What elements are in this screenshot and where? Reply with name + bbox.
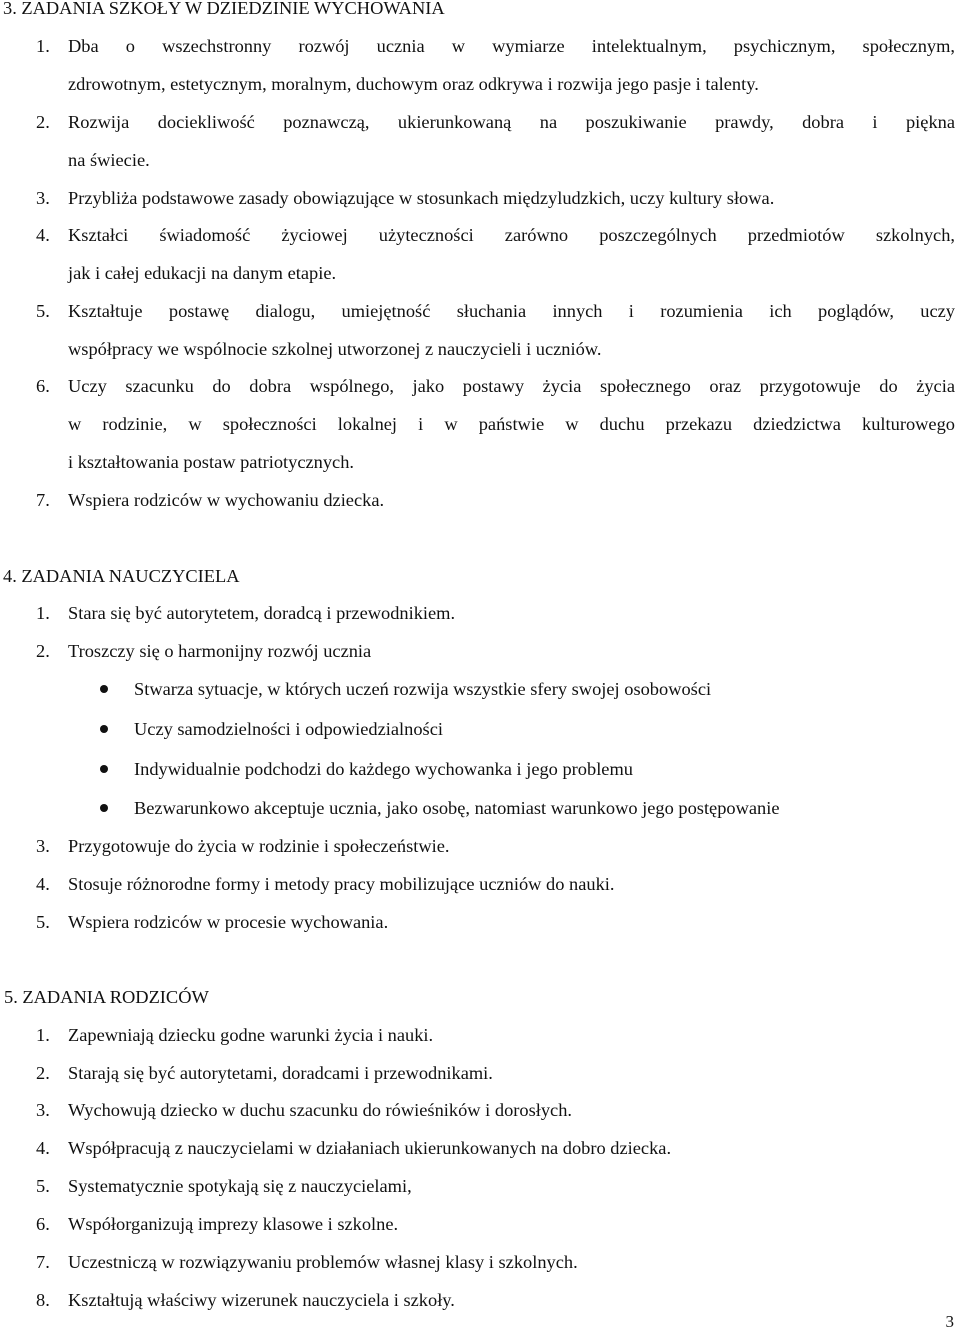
item-text: Troszczy się o harmonijny rozwój ucznia xyxy=(68,641,372,661)
item-number: 4. xyxy=(36,1138,50,1158)
bullet-icon xyxy=(100,804,108,812)
item-number: 8. xyxy=(36,1290,50,1310)
item-text: Stara się być autorytetem, doradcą i przewodnikiem. xyxy=(68,603,456,623)
bullet-text: Indywidualnie podchodzi do każdego wychowanka i jego problemu xyxy=(134,759,633,779)
page-number: 3 xyxy=(945,1312,954,1331)
item-number: 1. xyxy=(36,603,50,623)
item-text: Przygotowuje do życia w rodzinie i społeczeństwie. xyxy=(68,836,450,856)
item-line: Dba o wszechstronny rozwój ucznia w wymiarze intelektualnym, psychicznym, społecznym, xyxy=(68,36,955,56)
item-line: Rozwija dociekliwość poznawczą, ukierunkowaną na poszukiwanie prawdy, dobra i piękna xyxy=(68,112,955,132)
item-number: 4. xyxy=(36,225,50,245)
item-text: Uczestniczą w rozwiązywaniu problemów własnej klasy i szkolnych. xyxy=(68,1252,578,1272)
bullet-icon xyxy=(100,685,108,693)
section-3-heading: 3. ZADANIA SZKOŁY W DZIEDZINIE WYCHOWANIA xyxy=(3,0,445,18)
item-text: Systematycznie spotykają się z nauczycielami, xyxy=(68,1176,412,1196)
item-number: 4. xyxy=(36,874,50,894)
item-line: Kształci świadomość życiowej użyteczności zarówno poszczególnych przedmiotów szkolnych, xyxy=(68,225,955,245)
bullet-text: Stwarza sytuacje, w których uczeń rozwija wszystkie sfery swojej osobowości xyxy=(134,679,712,699)
item-number: 5. xyxy=(36,912,50,932)
item-line: współpracy we wspólnocie szkolnej utworzonej z nauczycieli i uczniów. xyxy=(68,339,602,359)
item-number: 2. xyxy=(36,1063,50,1083)
item-number: 6. xyxy=(36,1214,50,1234)
item-number: 7. xyxy=(36,1252,50,1272)
bullet-text: Bezwarunkowo akceptuje ucznia, jako osobę, natomiast warunkowo jego postępowanie xyxy=(134,798,780,818)
item-text: Wychowują dziecko w duchu szacunku do rówieśników i dorosłych. xyxy=(68,1100,572,1120)
item-line: na świecie. xyxy=(68,150,150,170)
item-number: 3. xyxy=(36,1100,50,1120)
item-number: 1. xyxy=(36,1025,50,1045)
item-text: Współorganizują imprezy klasowe i szkolne. xyxy=(68,1214,399,1234)
item-number: 2. xyxy=(36,641,50,661)
item-line: Wspiera rodziców w wychowaniu dziecka. xyxy=(68,490,385,510)
item-line: i kształtowania postaw patriotycznych. xyxy=(68,452,354,472)
section-4-heading: 4. ZADANIA NAUCZYCIELA xyxy=(3,566,240,586)
item-text: Kształtują właściwy wizerunek nauczyciela i szkoły. xyxy=(68,1290,455,1310)
item-number: 3. xyxy=(36,188,50,208)
item-text: Wspiera rodziców w procesie wychowania. xyxy=(68,912,389,932)
item-number: 6. xyxy=(36,376,50,396)
item-number: 1. xyxy=(36,36,50,56)
item-number: 2. xyxy=(36,112,50,132)
item-line: jak i całej edukacji na danym etapie. xyxy=(68,263,337,283)
item-line: Uczy szacunku do dobra wspólnego, jako postawy życia społecznego oraz przygotowuje do życia xyxy=(68,376,955,396)
item-text: Stosuje różnorodne formy i metody pracy mobilizujące uczniów do nauki. xyxy=(68,874,615,894)
item-number: 3. xyxy=(36,836,50,856)
item-number: 5. xyxy=(36,1176,50,1196)
item-line: Przybliża podstawowe zasady obowiązujące w stosunkach międzyludzkich, uczy kultury słowa. xyxy=(68,188,775,208)
bullet-icon xyxy=(100,765,108,773)
bullet-text: Uczy samodzielności i odpowiedzialności xyxy=(134,719,443,739)
item-line: zdrowotnym, estetycznym, moralnym, duchowym oraz odkrywa i rozwija jego pasje i talenty. xyxy=(68,74,759,94)
section-5-heading: 5. ZADANIA RODZICÓW xyxy=(4,987,209,1007)
item-line: Kształtuje postawę dialogu, umiejętność słuchania innych i rozumienia ich poglądów, uczy xyxy=(68,301,955,321)
item-number: 5. xyxy=(36,301,50,321)
item-text: Starają się być autorytetami, doradcami i przewodnikami. xyxy=(68,1063,493,1083)
item-number: 7. xyxy=(36,490,50,510)
item-text: Współpracują z nauczycielami w działaniach ukierunkowanych na dobro dziecka. xyxy=(68,1138,672,1158)
item-text: Zapewniają dziecku godne warunki życia i nauki. xyxy=(68,1025,434,1045)
item-line: w rodzinie, w społeczności lokalnej i w państwie w duchu przekazu dziedzictwa kulturowego xyxy=(68,414,955,434)
bullet-icon xyxy=(100,725,108,733)
